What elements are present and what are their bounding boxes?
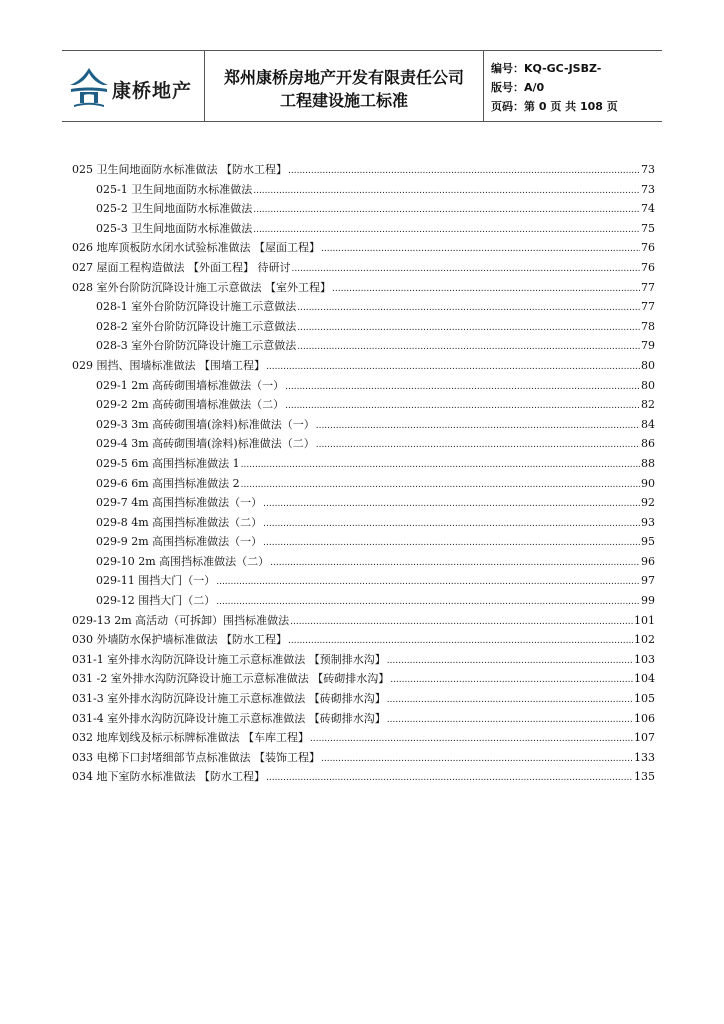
toc-entry-title: 025 卫生间地面防水标准做法 【防水工程】 <box>72 163 287 176</box>
toc-entry[interactable] <box>72 297 655 317</box>
toc-dot-leader <box>310 730 633 750</box>
toc-entry-page: 86 <box>641 437 655 451</box>
toc-dot-leader <box>216 573 640 593</box>
toc-entry-title: 026 地库顶板防水闭水试验标准做法 【屋面工程】 <box>72 241 320 255</box>
toc-entry[interactable] <box>72 454 655 474</box>
toc-entry-title: 029-7 4m 高围挡标准做法（一） <box>96 496 263 510</box>
toc-entry-title: 029-12 围挡大门（二） <box>96 594 216 608</box>
toc-entry-page: 105 <box>634 692 655 706</box>
toc-entry-page: 92 <box>641 496 655 510</box>
toc-dot-leader <box>387 652 633 672</box>
toc-entry-title: 029-3 3m 高砖砌围墙(涂料)标准做法（一） <box>96 417 315 431</box>
toc-entry-page: 106 <box>634 711 655 725</box>
toc-entry[interactable] <box>72 219 655 239</box>
toc-entry-page: 104 <box>634 672 655 686</box>
toc-entry-page: 133 <box>634 750 655 764</box>
toc-entry-page: 102 <box>634 633 655 647</box>
toc-entry-title: 029-9 2m 高围挡标准做法（一） <box>96 535 263 549</box>
toc-dot-leader <box>285 378 640 398</box>
toc-entry[interactable] <box>72 395 655 415</box>
toc-dot-leader <box>321 750 633 770</box>
toc-entry-page: 103 <box>634 652 655 666</box>
toc-entry[interactable] <box>72 748 655 768</box>
toc-entry-title: 029-13 2m 高活动（可拆卸）围挡标准做法 <box>72 613 290 627</box>
toc-entry-title: 025-1 卫生间地面防水标准做法 <box>96 182 253 196</box>
toc-dot-leader <box>241 476 640 496</box>
document-meta <box>491 59 661 116</box>
toc-entry-page: 95 <box>641 535 655 549</box>
toc-entry-page: 93 <box>641 515 655 529</box>
toc-entry-title: 028-3 室外台阶防沉降设计施工示意做法 <box>96 339 297 353</box>
toc-entry-title: 029-4 3m 高砖砌围墙(涂料)标准做法（二） <box>96 437 315 451</box>
document-version: 版号：A/0 <box>491 81 545 94</box>
toc-entry[interactable] <box>72 513 655 533</box>
toc-entry[interactable] <box>72 767 655 787</box>
toc-entry[interactable] <box>72 571 655 591</box>
toc-entry[interactable] <box>72 709 655 729</box>
document-title <box>205 51 484 121</box>
toc-dot-leader <box>266 769 633 789</box>
toc-dot-leader <box>253 201 640 221</box>
toc-entry-page: 76 <box>641 260 655 274</box>
toc-dot-leader <box>332 280 640 300</box>
toc-entry-title: 031-1 室外排水沟防沉降设计施工示意标准做法 【预制排水沟】 <box>72 652 386 666</box>
toc-entry-title: 034 地下室防水标准做法 【防水工程】 <box>72 770 265 784</box>
toc-entry-page: 101 <box>634 613 655 627</box>
toc-entry-title: 029-5 6m 高围挡标准做法 1 <box>96 456 240 470</box>
toc-entry-title: 029-8 4m 高围挡标准做法（二） <box>96 515 263 529</box>
toc-entry[interactable] <box>72 669 655 689</box>
toc-entry-title: 029-11 围挡大门（一） <box>96 574 216 588</box>
toc-entry-page: 78 <box>641 319 655 333</box>
toc-entry-title: 025-2 卫生间地面防水标准做法 <box>96 202 253 216</box>
toc-entry-page: 73 <box>641 163 655 176</box>
toc-entry[interactable] <box>72 474 655 494</box>
toc-entry[interactable] <box>72 317 655 337</box>
toc-dot-leader <box>387 691 633 711</box>
toc-dot-leader <box>263 495 640 515</box>
toc-entry-title: 029-6 6m 高围挡标准做法 2 <box>96 476 240 490</box>
toc-entry[interactable] <box>72 552 655 572</box>
toc-dot-leader <box>263 534 640 554</box>
toc-entry-page: 73 <box>641 182 655 196</box>
toc-entry-title: 027 屋面工程构造做法 【外面工程】 待研讨 <box>72 260 291 274</box>
toc-entry-page: 82 <box>641 398 655 412</box>
toc-entry-title: 028-1 室外台阶防沉降设计施工示意做法 <box>96 300 297 314</box>
toc-entry-page: 80 <box>641 378 655 392</box>
toc-dot-leader <box>390 671 633 691</box>
toc-dot-leader <box>316 436 640 456</box>
toc-dot-leader <box>387 711 633 731</box>
toc-entry[interactable] <box>72 356 655 376</box>
toc-entry-title: 032 地库划线及标示标牌标准做法 【车库工程】 <box>72 731 309 745</box>
toc-entry[interactable] <box>72 238 655 258</box>
document-code: 编号：KQ-GC-JSBZ- <box>491 62 602 75</box>
toc-entry[interactable] <box>72 630 655 650</box>
toc-dot-leader <box>297 319 640 339</box>
toc-entry[interactable] <box>72 258 655 278</box>
toc-entry-page: 97 <box>641 574 655 588</box>
company-logo <box>62 51 205 121</box>
toc-entry-title: 031-3 室外排水沟防沉降设计施工示意标准做法 【砖砌排水沟】 <box>72 692 386 706</box>
toc-dot-leader <box>290 613 633 633</box>
toc-entry-page: 79 <box>641 339 655 353</box>
toc-entry-title: 030 外墙防水保护墙标准做法 【防水工程】 <box>72 633 287 647</box>
toc-entry[interactable] <box>72 199 655 219</box>
toc-dot-leader <box>263 515 640 535</box>
toc-entry-page: 99 <box>641 594 655 608</box>
toc-entry-page: 75 <box>641 221 655 235</box>
toc-entry-title: 029-1 2m 高砖砌围墙标准做法（一） <box>96 378 285 392</box>
toc-entry-title: 033 电梯下口封堵细部节点标准做法 【装饰工程】 <box>72 750 320 764</box>
logo-text: 康桥地产 <box>112 80 193 102</box>
toc-entry[interactable] <box>72 493 655 513</box>
toc-entry[interactable] <box>72 611 655 631</box>
toc-entry-page: 77 <box>641 300 655 314</box>
toc-dot-leader <box>241 456 640 476</box>
company-name: 郑州康桥房地产开发有限责任公司 <box>223 68 464 87</box>
toc-entry-page: 84 <box>641 417 655 431</box>
toc-dot-leader <box>297 338 640 358</box>
toc-dot-leader <box>291 260 640 280</box>
toc-entry-page: 90 <box>641 476 655 490</box>
toc-entry[interactable] <box>72 591 655 611</box>
toc-entry-page: 74 <box>641 202 655 216</box>
bridge-logo-icon <box>66 65 112 109</box>
toc-entry[interactable] <box>72 532 655 552</box>
toc-dot-leader <box>266 358 640 378</box>
toc-entry-page: 96 <box>641 554 655 568</box>
toc-entry[interactable] <box>72 278 655 298</box>
table-of-contents <box>72 160 655 787</box>
toc-entry[interactable] <box>72 160 655 180</box>
toc-dot-leader <box>270 554 640 574</box>
page-info: 页码：第 0 页 共 108 页 <box>491 100 618 113</box>
toc-dot-leader <box>321 240 640 260</box>
toc-entry[interactable] <box>72 415 655 435</box>
toc-entry[interactable] <box>72 650 655 670</box>
toc-entry[interactable] <box>72 336 655 356</box>
toc-entry-title: 028-2 室外台阶防沉降设计施工示意做法 <box>96 319 297 333</box>
toc-entry-title: 025-3 卫生间地面防水标准做法 <box>96 221 253 235</box>
toc-entry-title: 029-10 2m 高围挡标准做法（二） <box>96 554 270 568</box>
toc-entry-page: 77 <box>641 280 655 294</box>
toc-dot-leader <box>253 182 640 202</box>
toc-entry-page: 135 <box>634 770 655 784</box>
toc-entry[interactable] <box>72 180 655 200</box>
toc-entry[interactable] <box>72 434 655 454</box>
toc-entry-title: 028 室外台阶防沉降设计施工示意做法 【室外工程】 <box>72 280 331 294</box>
toc-dot-leader <box>316 417 640 437</box>
toc-entry-page: 76 <box>641 241 655 255</box>
toc-entry-title: 029 围挡、围墙标准做法 【围墙工程】 <box>72 358 265 372</box>
toc-entry-page: 88 <box>641 456 655 470</box>
toc-dot-leader <box>285 397 640 417</box>
toc-entry-title: 029-2 2m 高砖砌围墙标准做法（二） <box>96 398 285 412</box>
document-header <box>62 50 662 122</box>
toc-entry-title: 031-4 室外排水沟防沉降设计施工示意标准做法 【砖砌排水沟】 <box>72 711 386 725</box>
toc-entry[interactable] <box>72 728 655 748</box>
toc-entry-title: 031 -2 室外排水沟防沉降设计施工示意标准做法 【砖砌排水沟】 <box>72 672 390 686</box>
standard-name: 工程建设施工标准 <box>279 91 408 110</box>
toc-entry[interactable] <box>72 376 655 396</box>
toc-entry[interactable] <box>72 689 655 709</box>
toc-entry-page: 107 <box>634 731 655 745</box>
toc-entry-page: 80 <box>641 358 655 372</box>
toc-dot-leader <box>297 299 640 319</box>
toc-dot-leader <box>288 162 640 182</box>
